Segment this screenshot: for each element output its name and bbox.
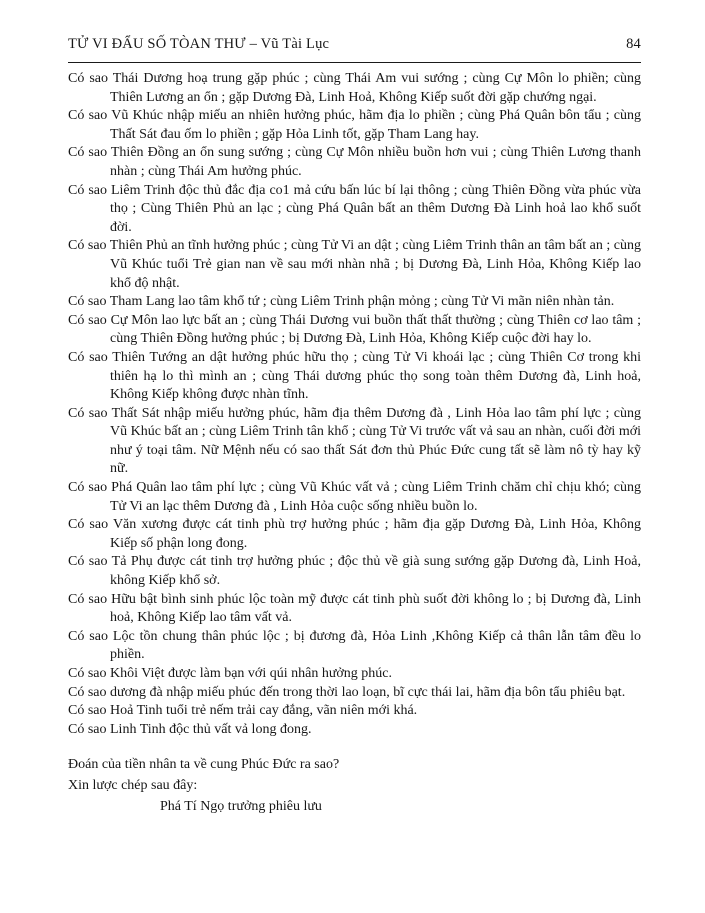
paragraph: Có sao dương đà nhập miếu phúc đến trong thời lao loạn, bĩ cực thái lai, hãm địa bôn tẩu phiêu bạt. — [68, 684, 626, 700]
paragraph: Có sao Liêm Trinh độc thủ đắc địa co1 mả cứu bấn lúc bí lại thông ; cùng Thiên Đồng vừa phúc vừa thọ ; Cùng Thiên Phủ an lạc ; cùng Phá Quân bất an thêm Dương Đà Linh hoả lao khổ suốt đời. — [68, 182, 641, 235]
closing-question: Đoán của tiền nhân ta về cung Phúc Đức ra sao? — [68, 757, 340, 773]
paragraph: Có sao Thất Sát nhập miếu hưởng phúc, hãm địa thêm Dương đà , Linh Hỏa lao tâm phí lực ; cùng Vũ Khúc bất an ; cùng Liêm Trinh tân khổ ; cùng Tử Vi trước vất vả sau an nhàn, cuối đời mới như ý toại tâm. Nữ Mệnh nếu có sao thất Sát đơn thủ Phúc Đức cung tất sẽ làm nô tỳ hay kỹ nữ. — [68, 405, 642, 477]
paragraph: Có sao Thiên Phủ an tĩnh hưởng phúc ; cùng Tử Vi an dật ; cùng Liêm Trinh thân an tâm bất an ; cùng Vũ Khúc tuổi Trẻ gian nan về sau mới nhàn nhã ; bị Dương Đà, Linh Hỏa, Không Kiếp lao khổ độ nhật. — [68, 238, 641, 291]
page-header — [68, 36, 641, 53]
page-number: 84 — [626, 36, 641, 52]
header-divider — [68, 62, 641, 63]
book-title: TỬ VI ĐẨU SỐ TÒAN THƯ – Vũ Tài Lục — [68, 36, 330, 52]
paragraph: Có sao Hoả Tinh tuổi trẻ nếm trải cay đắng, vãn niên mới khá. — [68, 703, 418, 719]
paragraph: Có sao Tham Lang lao tâm khổ tứ ; cùng Liêm Trinh phận mỏng ; cùng Tử Vi mãn niên nhàn tản. — [68, 294, 615, 310]
paragraph: Có sao Phá Quân lao tâm phí lực ; cùng Vũ Khúc vất vả ; cùng Liêm Trinh chăm chỉ chịu khó; cùng Tử Vi an lạc thêm Dương đà , Linh Hỏa cuộc sống nhiều buồn lo. — [68, 480, 641, 514]
closing-note: Xin lược chép sau đây: — [68, 778, 198, 794]
paragraph: Có sao Hữu bật bình sinh phúc lộc toàn mỹ được cát tinh phù suốt đời không lo ; bị Dương đà, Linh hoả, Không Kiếp lao tâm vất vả. — [68, 591, 641, 626]
paragraph: Có sao Khôi Việt được làm bạn với qúi nhân hưởng phúc. — [68, 666, 393, 681]
paragraph: Có sao Lộc tồn chung thân phúc lộc ; bị đương đà, Hỏa Linh ,Không Kiếp cả thân lẫn tâm đều lo phiền. — [68, 628, 641, 663]
paragraph: Có sao Thiên Đồng an ổn sung sướng ; cùng Cự Môn nhiều buồn hơn vui ; cùng Thiên Lương thanh nhàn ; cùng Thái Am hưởng phúc. — [68, 145, 641, 179]
paragraph: Có sao Linh Tinh độc thủ vất vả long đong. — [68, 721, 312, 737]
paragraph: Có sao Cự Môn lao lực bất an ; cùng Thái Dương vui buồn thất thất thường ; cùng Thiên cơ lao tâm ; cùng Thiên Đồng hưởng phúc ; bị Dương Đà, Linh Hỏa, Không Kiếp cuộc đời hay lo. — [68, 312, 641, 347]
closing-verse: Phá Tí Ngọ trưởng phiêu lưu — [160, 799, 322, 815]
paragraph: Có sao Tả Phụ được cát tinh trợ hưởng phúc ; độc thủ về già sung sướng gặp Dương đà, Linh Hoả, không Kiếp khổ sở. — [68, 554, 641, 589]
paragraph: Có sao Thái Dương hoạ trung gặp phúc ; cùng Thái Am vui sướng ; cùng Cự Môn lo phiền; cùng Thiên Lương an ổn ; gặp Dương Đà, Linh Hoả, Không Kiếp suốt đời gặp chướng ngại. — [68, 71, 641, 105]
paragraph: Có sao Vũ Khúc nhập miếu an nhiên hưởng phúc, hãm địa lo phiền ; cùng Phá Quân bôn tẩu ; cùng Thất Sát đau ốm lo phiền ; gặp Hỏa Linh tốt, gặp Tham Lang hay. — [68, 108, 641, 142]
paragraph: Có sao Thiên Tướng an dật hưởng phúc hữu thọ ; cùng Tử Vi khoái lạc ; cùng Thiên Cơ trong khi thiên hạ lo thì mình an ; cùng Thái dương phúc thọ song toàn thêm Dương đà, Linh hoả, Không Kiếp không được nhàn tĩnh. — [68, 349, 641, 403]
closing-block — [68, 754, 641, 817]
paragraph: Có sao Văn xương được cát tinh phù trợ hưởng phúc ; hãm địa gặp Dương Đà, Linh Hỏa, Không Kiếp số phận long đong. — [68, 517, 641, 551]
paragraph-list — [68, 70, 641, 739]
